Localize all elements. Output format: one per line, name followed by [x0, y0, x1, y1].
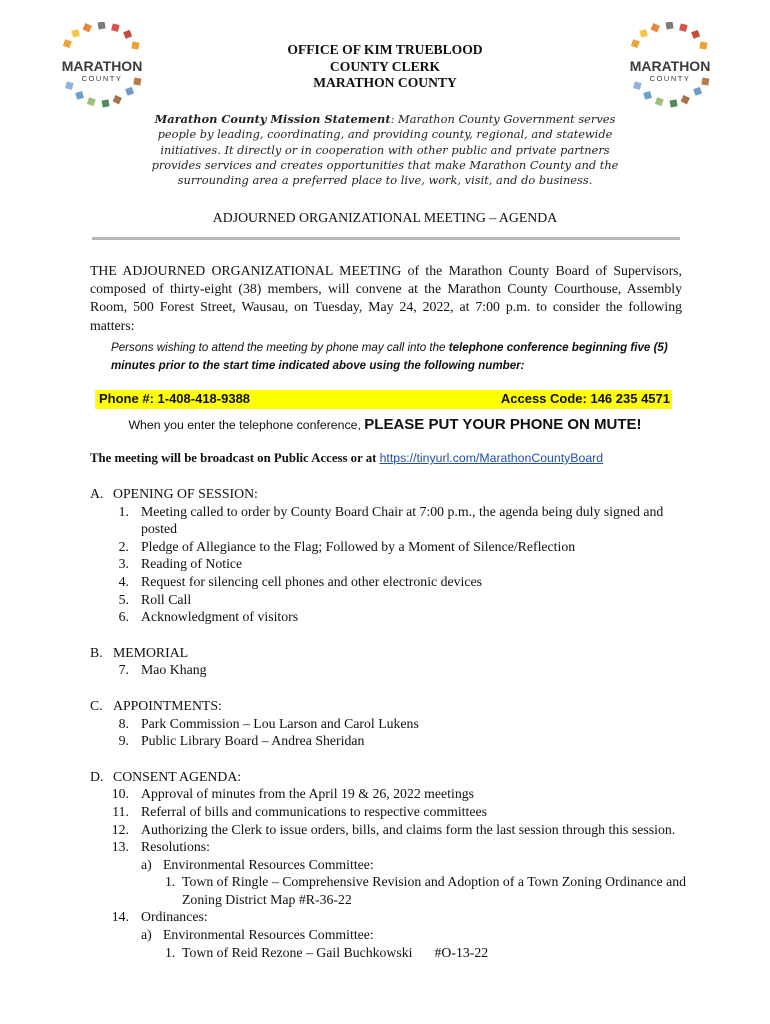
ordinance-reference: #O-13-22 — [434, 944, 489, 960]
section-title: CONSENT AGENDA: — [113, 768, 242, 784]
item-number: 12. — [111, 821, 129, 837]
agenda-body — [90, 485, 690, 961]
agenda-title: ADJOURNED ORGANIZATIONAL MEETING – AGENDA — [212, 210, 558, 225]
logo-word: MARATHON — [629, 58, 711, 74]
agenda-item — [90, 803, 690, 821]
sub-item-text: Environmental Resources Committee: — [163, 927, 374, 943]
agenda-item — [90, 555, 690, 573]
title-divider — [92, 237, 680, 240]
phone-note-text: Persons wishing to attend the meeting by phone may call into the — [111, 341, 449, 354]
item-text: Public Library Board – Andrea Sheridan — [141, 733, 365, 749]
sub-item-letter: a) — [141, 927, 152, 943]
section-memorial — [90, 644, 690, 679]
section-heading — [90, 485, 690, 503]
sub-sub-item — [90, 873, 690, 908]
item-text: Authorizing the Clerk to issue orders, bills, and claims form the last session through this session. — [141, 821, 676, 837]
broadcast-link[interactable]: https://tinyurl.com/MarathonCountyBoard — [379, 451, 604, 465]
agenda-item — [90, 785, 690, 803]
mute-prefix: When you enter the telephone conference, — [128, 418, 365, 432]
section-letter: B. — [90, 644, 103, 660]
section-letter: D. — [90, 768, 104, 784]
agenda-item — [90, 591, 690, 609]
item-number: 4. — [118, 573, 129, 589]
sub-item — [90, 926, 690, 944]
item-number: 13. — [111, 839, 129, 855]
item-number: 6. — [118, 609, 129, 625]
item-text: Resolutions: — [141, 839, 210, 855]
agenda-item — [90, 661, 690, 679]
section-opening — [90, 485, 690, 626]
agenda-item — [90, 503, 690, 538]
mission-label: Marathon County Mission Statement — [154, 112, 391, 126]
section-heading — [90, 644, 690, 662]
item-text: Referral of bills and communications to respective committees — [141, 803, 487, 819]
section-letter: A. — [90, 486, 104, 501]
office-header — [0, 42, 770, 92]
section-appointments — [90, 697, 690, 750]
phone-note-bold: telephone conference beginning five (5) minutes prior to the start time indicated above using the following number: — [111, 341, 668, 372]
agenda-item — [90, 732, 690, 750]
agenda-item — [90, 821, 690, 839]
item-number: 3. — [118, 556, 129, 572]
logo-sub: COUNTY — [81, 74, 123, 83]
agenda-item — [90, 838, 690, 856]
logo-sub: COUNTY — [649, 74, 691, 83]
phone-note — [111, 339, 681, 374]
sub-sub-item-number: 1. — [165, 874, 176, 890]
sub-sub-item-number: 1. — [165, 944, 176, 960]
mute-notice — [0, 416, 770, 433]
sub-item — [90, 856, 690, 874]
logo-word: MARATHON — [61, 58, 143, 74]
item-text: Ordinances: — [141, 909, 208, 925]
agenda-item — [90, 608, 690, 626]
item-text: Approval of minutes from the April 19 & 26, 2022 meetings — [141, 786, 474, 802]
item-text: Mao Khang — [141, 662, 207, 678]
sub-item-text: Environmental Resources Committee: — [163, 856, 374, 872]
sub-sub-item-text: Town of Ringle – Comprehensive Revision and Adoption of a Town Zoning Ordinance and Zoning District Map #R-36-22 — [182, 874, 687, 907]
section-heading — [90, 768, 690, 786]
item-text: Roll Call — [141, 591, 192, 607]
section-title: APPOINTMENTS: — [113, 697, 222, 713]
phone-number: Phone #: 1-408-418-9388 — [99, 391, 251, 406]
item-text: Pledge of Allegiance to the Flag; Followed by a Moment of Silence/Reflection — [141, 538, 576, 554]
item-text: Meeting called to order by County Board Chair at 7:00 p.m., the agenda being duly signed and posted — [141, 503, 664, 537]
agenda-item — [90, 573, 690, 591]
item-number: 11. — [112, 803, 129, 819]
agenda-item — [90, 908, 690, 926]
mute-bold: PLEASE PUT YOUR PHONE ON MUTE! — [364, 416, 642, 433]
item-number: 7. — [118, 662, 129, 678]
section-heading — [90, 697, 690, 715]
header-office-line: OFFICE OF KIM TRUEBLOOD — [287, 42, 483, 57]
item-number: 10. — [111, 786, 129, 802]
mission-text: : Marathon County Government serves people by leading, coordinating, and providing county, regional, and statewide initiatives. It directly or in cooperation with other public and private partners provides services and creates opportunities that make Marathon County and the surrounding area a preferred place to live, work, visit, and do business. — [151, 112, 619, 188]
sub-sub-item-text: Town of Reid Rezone – Gail Buchkowski — [182, 944, 413, 960]
agenda-item — [90, 538, 690, 556]
item-number: 1. — [118, 503, 129, 519]
item-number: 5. — [118, 591, 129, 607]
header-clerk-line: COUNTY CLERK — [329, 58, 441, 74]
section-consent-agenda — [90, 768, 690, 962]
phone-highlight-bar — [95, 390, 672, 409]
broadcast-text: The meeting will be broadcast on Public Access or at — [90, 451, 380, 465]
broadcast-notice — [90, 451, 690, 466]
item-text: Acknowledgment of visitors — [141, 609, 299, 625]
item-number: 14. — [111, 909, 129, 925]
item-number: 9. — [118, 733, 129, 749]
intro-paragraph: THE ADJOURNED ORGANIZATIONAL MEETING of the Marathon County Board of Supervisors, composed of thirty-eight (38) members, will convene at the Marathon County Courthouse, Assembly Room, 500 Forest Street, Wausau, on Tuesday, May 24, 2022, at 7:00 p.m. to consider the following matters: — [90, 263, 682, 333]
item-number: 2. — [118, 538, 129, 554]
sub-item-letter: a) — [141, 856, 152, 872]
item-text: Request for silencing cell phones and other electronic devices — [141, 573, 482, 589]
section-letter: C. — [90, 697, 103, 713]
sub-sub-item — [90, 944, 690, 962]
item-text: Reading of Notice — [141, 556, 243, 572]
agenda-item — [90, 715, 690, 733]
access-code: Access Code: 146 235 4571 — [500, 391, 670, 406]
mission-statement — [140, 112, 630, 188]
item-text: Park Commission – Lou Larson and Carol Lukens — [141, 715, 419, 731]
header-county-line: MARATHON COUNTY — [313, 75, 457, 90]
section-title: MEMORIAL — [113, 644, 189, 660]
section-title: OPENING OF SESSION: — [113, 486, 258, 501]
item-number: 8. — [118, 715, 129, 731]
